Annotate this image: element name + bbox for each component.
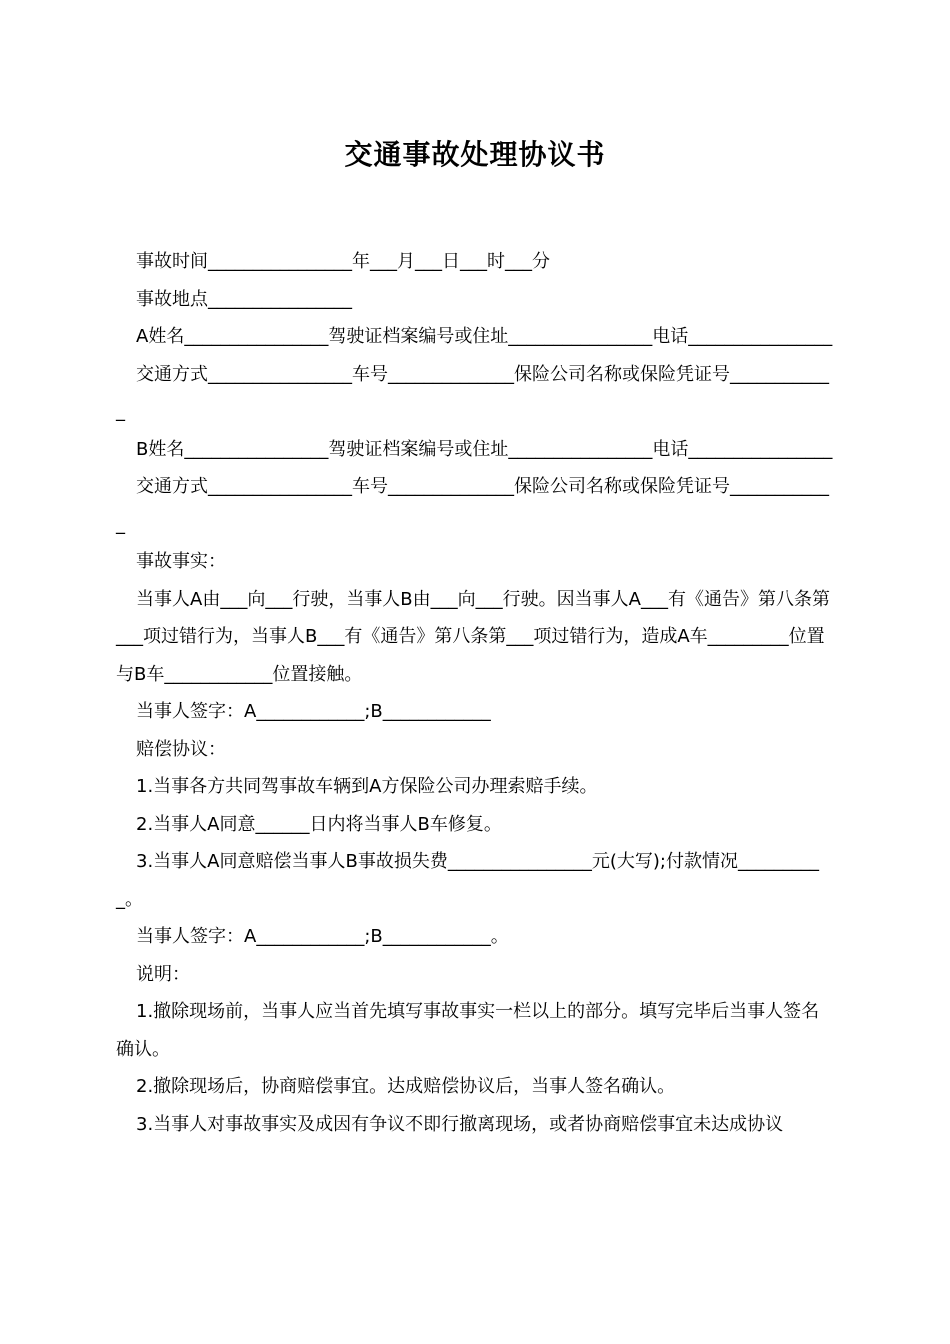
notes-heading: 说明： <box>136 963 190 985</box>
party-b-vehicle-line: 交通方式________________车号______________保险公司名称或保险凭证号____________ <box>116 476 829 535</box>
compensation-heading: 赔偿协议： <box>136 738 226 760</box>
accident-time-line: 事故时间________________年___月___日___时___分 <box>136 251 550 272</box>
notes-item-1: 1.撤除现场前，当事人应当首先填写事故事实一栏以上的部分。填写完毕后当事人签名确认。 <box>116 1001 820 1060</box>
accident-location-line: 事故地点________________ <box>136 288 352 310</box>
compensation-item-3: 3.当事人A同意赔偿当事人B事故损失费________________元(大写);付款情况__________。 <box>116 851 819 910</box>
notes-item-3: 3.当事人对事故事实及成因有争议不即行撤离现场，或者协商赔偿事宜未达成协议 <box>136 1113 784 1135</box>
compensation-item-2: 2.当事人A同意______日内将当事人B车修复。 <box>136 813 502 835</box>
accident-facts-text: 当事人A由___向___行驶，当事人B由___向___行驶。因当事人A___有《通告》第八条第___项过错行为，当事人B___有《通告》第八条第___项过错行为，造成A车_________位置与B车____________位置接触。 <box>116 588 830 685</box>
document-body <box>116 243 836 1143</box>
document-title: 交通事故处理协议书 <box>344 138 606 171</box>
party-b-info-line: B姓名________________驾驶证档案编号或住址________________电话________________ <box>136 438 833 460</box>
accident-facts-heading: 事故事实： <box>136 551 226 572</box>
signature-line-facts: 当事人签字：A____________;B____________ <box>136 701 491 722</box>
notes-item-2: 2.撤除现场后，协商赔偿事宜。达成赔偿协议后，当事人签名确认。 <box>136 1076 676 1097</box>
party-a-info-line: A姓名________________驾驶证档案编号或住址________________电话________________ <box>136 326 833 347</box>
party-a-vehicle-line: 交通方式________________车号______________保险公司名称或保险凭证号____________ <box>116 363 829 422</box>
signature-line-compensation: 当事人签字：A____________;B____________。 <box>136 926 509 947</box>
compensation-item-1: 1.当事各方共同驾事故车辆到A方保险公司办理索赔手续。 <box>136 776 598 797</box>
